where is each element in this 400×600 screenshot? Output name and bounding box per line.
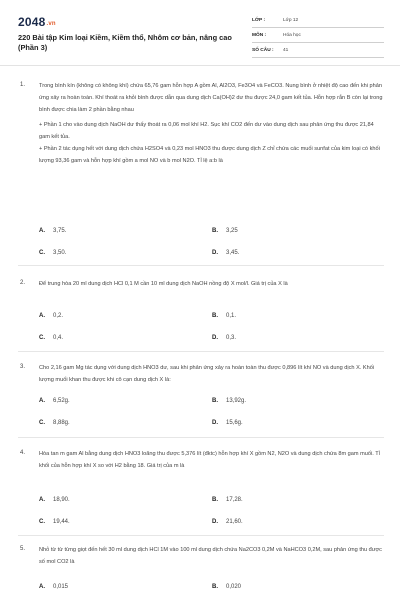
option-b[interactable]: B. 17,28. bbox=[212, 497, 243, 503]
page-title: 220 Bài tập Kim loại Kiềm, Kiềm thổ, Nhôm cơ bản, nâng cao (Phần 3) bbox=[18, 33, 232, 52]
option-c[interactable]: C. 0,4. bbox=[39, 335, 64, 341]
option-c[interactable]: C. 8,88g. bbox=[39, 420, 70, 426]
logo-text: 2048 bbox=[18, 15, 46, 29]
meta-row-count bbox=[252, 43, 384, 58]
question-paragraph: Hòa tan m gam Al bằng dung dịch HNO3 loãng thu được 5,376 lít (đktc) hỗn hợp khí X gồm N2, N2O và dung dịch chứa 8m gam muối. Tỉ khối của hỗn hợp khí X so với H2 bằng 18. Giá trị của m là bbox=[39, 451, 380, 469]
document-header bbox=[0, 0, 400, 66]
question-text bbox=[39, 544, 383, 568]
option-d[interactable]: D. 15,6g. bbox=[212, 420, 243, 426]
option-a[interactable]: A. 0,015 bbox=[39, 584, 69, 590]
option-a[interactable]: A. 3,75. bbox=[39, 228, 67, 234]
question-text bbox=[39, 448, 383, 472]
question-paragraph: Cho 2,16 gam Mg tác dụng với dung dịch HNO3 dư, sau khi phản ứng xảy ra hoàn toàn thu được 0,896 lít khí NO và dung dịch X. Khối lượng muối khan thu được khi cô cạn dung dịch X là: bbox=[39, 365, 375, 383]
question-text bbox=[39, 278, 383, 290]
option-b[interactable]: B. 0,020 bbox=[212, 584, 242, 590]
option-b[interactable]: B. 3,25 bbox=[212, 228, 238, 234]
question-paragraph: Trong bình kín (không có không khí) chứa 65,76 gam hỗn hợp A gồm Al, Al2O3, Fe3O4 và FeCO3. Nung bình ở nhiệt độ cao đến khi phản ứng xảy ra hoàn toàn. Khí thoát ra khỏi bình được dẫn qua dung dịch Ca(OH)2 dư thu được 24,0 gam kết tủa. Hỗn hợp rắn B còn lại trong bình được chia làm 2 phần bằng nhau bbox=[39, 83, 383, 113]
option-c[interactable]: C. 3,50. bbox=[39, 250, 67, 256]
question-paragraph: + Phần 2 tác dụng hết với dung dịch chứa H2SO4 và 0,23 mol HNO3 thu được dung dịch Z chỉ chứa các muối sunfat của kim loại có khối lượng 93,36 gam và hỗn hợp khí gồm a mol NO và b mol N2O. Tỉ lệ a:b là bbox=[39, 146, 380, 164]
subject-label: MÔN : bbox=[252, 32, 267, 38]
meta-row-subject bbox=[252, 28, 384, 43]
question-number: 3. bbox=[20, 364, 26, 370]
subject-value: Hóa học bbox=[283, 32, 301, 38]
question-divider bbox=[18, 535, 384, 536]
question-divider bbox=[18, 351, 384, 352]
option-d[interactable]: D. 0,3. bbox=[212, 335, 237, 341]
option-a[interactable]: A. 6,52g. bbox=[39, 398, 70, 404]
question-number: 5. bbox=[20, 546, 26, 552]
question-divider bbox=[18, 265, 384, 266]
question-paragraph: Để trung hòa 20 ml dung dịch HCl 0,1 M cần 10 ml dung dịch NaOH nồng độ X mol/l. Giá trị của X là bbox=[39, 281, 288, 287]
count-value: 41 bbox=[283, 47, 289, 53]
question-number: 1. bbox=[20, 82, 26, 88]
option-c[interactable]: C. 19,44. bbox=[39, 519, 70, 525]
question-paragraph: Nhỏ từ từ từng giọt đến hết 30 ml dung dịch HCl 1M vào 100 ml dung dịch chứa Na2CO3 0,2M và NaHCO3 0,2M, sau phản ứng thu được số mol CO2 là bbox=[39, 547, 382, 565]
option-d[interactable]: D. 3,45. bbox=[212, 250, 240, 256]
option-a[interactable]: A. 0,2. bbox=[39, 313, 64, 319]
option-b[interactable]: B. 0,1. bbox=[212, 313, 237, 319]
option-b[interactable]: B. 13,92g. bbox=[212, 398, 247, 404]
logo-suffix: .vn bbox=[46, 21, 56, 27]
class-label: LỚP : bbox=[252, 17, 266, 23]
question-text bbox=[39, 362, 383, 386]
option-a[interactable]: A. 18,90. bbox=[39, 497, 70, 503]
question-text bbox=[39, 80, 383, 167]
count-label: SỐ CÂU : bbox=[252, 47, 274, 53]
meta-table bbox=[252, 13, 384, 58]
question-number: 4. bbox=[20, 450, 26, 456]
header-divider bbox=[0, 65, 400, 66]
site-logo[interactable] bbox=[18, 15, 56, 29]
meta-row-class bbox=[252, 13, 384, 28]
option-d[interactable]: D. 21,60. bbox=[212, 519, 243, 525]
class-value: Lớp 12 bbox=[283, 17, 299, 23]
question-divider bbox=[18, 437, 384, 438]
question-paragraph: + Phần 1 cho vào dung dịch NaOH dư thấy thoát ra 0,06 mol khí H2. Sục khí CO2 đến dư vào dung dịch sau phản ứng thu được 21,84 gam kết tủa. bbox=[39, 122, 374, 140]
question-number: 2. bbox=[20, 280, 26, 286]
